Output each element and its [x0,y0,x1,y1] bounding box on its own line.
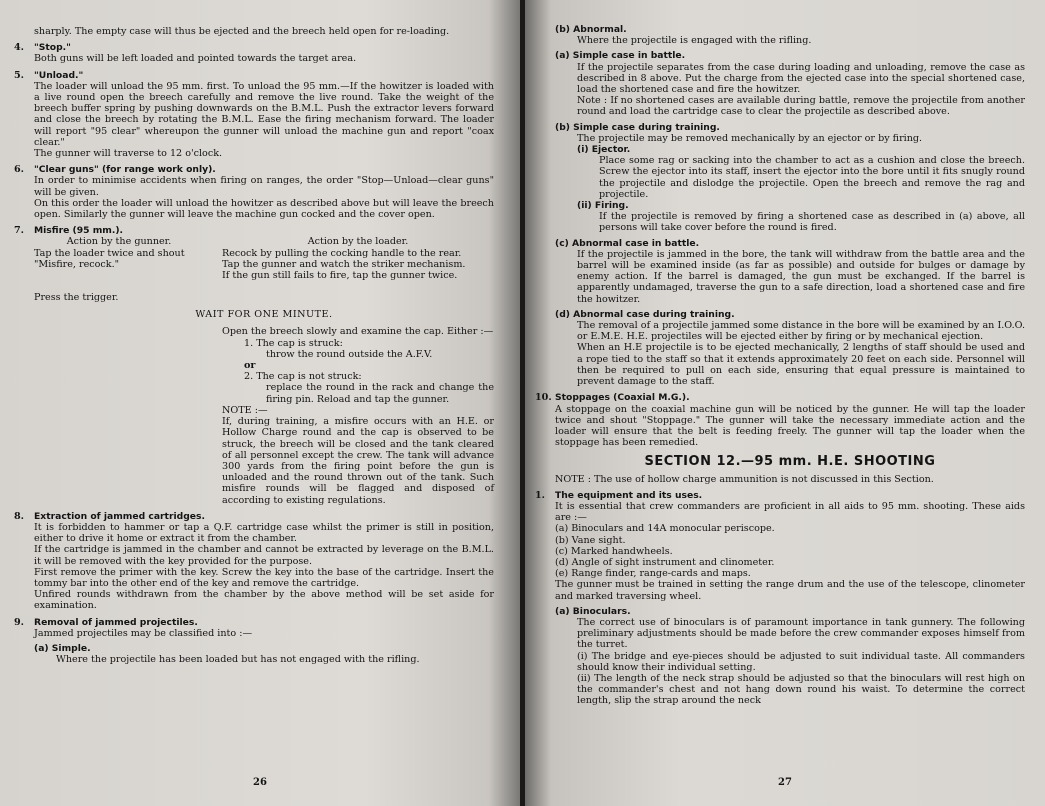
item-heading: "Unload." [34,69,84,81]
subheading: (a) Simple case in battle. [555,50,686,62]
item-text: The gunner must be trained in setting the range drum and the use of the telescope, clinometer and marked traversing wheel. [555,579,1025,602]
item-number: 10. [535,392,552,404]
item-9 [14,616,494,666]
case-2: 2. The cap is not struck: [244,371,362,383]
item-text: Jammed projectiles may be classified into :— [34,627,253,639]
subheading: (i) Ejector. [577,144,631,156]
sub-text: Place some rag or sacking into the chamber to act as a cushion and close the breech. Screw the ejector into its staff, insert the ejector into the bore until it fits snugly round the projectile and dislodge the projectile. Open the breech and remove the rag and projectile. [599,155,1025,200]
gunner-action: Press the trigger. [34,292,119,304]
item-text: Both guns will be left loaded and pointed towards the target area. [34,53,357,65]
item-number: 4. [14,42,25,54]
subheading: (c) Abnormal case in battle. [555,237,700,249]
item-number: 1. [535,489,546,501]
item-text: First remove the primer with the key. Screw the key into the base of the cartridge. Insert the tommy bar into the other end of the key and remove the cartridge. [34,566,494,589]
sub-text: (i) The bridge and eye-pieces should be adjusted to suit individual taste. All commanders should know their individual setting. [577,650,1025,673]
item-7 [14,225,494,506]
item-text: A stoppage on the coaxial machine gun will be noticed by the gunner. He will tap the loader twice and shout "Stoppage." The gunner will take the necessary immediate action and the loader will ensure that the belt is feeding freely. The gunner will tap the loader when the stoppage has been remedied. [555,403,1025,449]
aid-item: (e) Range finder, range-cards and maps. [555,568,751,580]
item-10 [535,392,1025,449]
sub-text: The removal of a projectile jammed some distance in the bore will be examined by an I.O.O. or E.M.E. H.E. projectiles will be ejected either by firing or by mechanical ejection. [577,320,1025,343]
item-heading: Misfire (95 mm.). [34,225,124,237]
note-text: Note : If no shortened cases are available during battle, remove the projectile from another round and load the cartridge case to clear the projectile as described above. [577,95,1025,118]
item-number: 7. [14,225,25,237]
misfire-continuation [34,326,494,505]
item-number: 6. [14,164,25,176]
item-text: It is essential that crew commanders are proficient in all aids to 95 mm. shooting. These aids are :— [555,500,1025,524]
section-note: NOTE : The use of hollow charge ammunition is not discussed in this Section. [555,473,934,485]
right-page [525,0,1045,806]
item-text: Unfired rounds withdrawn from the chamber by the above method will be set aside for examination. [34,589,494,612]
aid-item: (d) Angle of sight instrument and clinometer. [555,556,775,568]
gunner-column-title: Action by the gunner. [66,236,172,248]
aid-item: (b) Vane sight. [555,534,626,546]
item-heading: Extraction of jammed cartridges. [34,510,205,522]
subheading: (b) Abnormal. [555,24,627,35]
sub-text: If the projectile is jammed in the bore, the tank will withdraw from the battle area and the barrel will be examined inside (as far as possible) and outside for bulges or damage by enemy action. If the barrel is damaged, the gun must be exchanged. If the barrel is apparently undamaged, traverse the gun to a safe direction, load a shortened case and fire the howitzer. [577,248,1025,305]
item-4 [14,42,494,65]
sub-text: Where the projectile has been loaded but has not engaged with the rifling. [56,654,420,666]
item-number: 5. [14,69,25,81]
sub-text: Where the projectile is engaged with the rifling. [577,35,812,47]
item-text: In order to minimise accidents when firing on ranges, the order "Stop—Unload—clear guns" will be given. [34,175,494,198]
item-text: The loader will unload the 95 mm. first. To unload the 95 mm.—If the howitzer is loaded with a live round open the breech carefully and remove the live round. Take the weight of the breech buffer spring by pushing downwards on the B.M.L. Push the extractor levers forward and close the breech by rotating the B.M.L. Ease the firing mechanism forward. The loader will report "95 clear" whereupon the gunner will unload the machine gun and report "coax clear." [34,80,494,148]
left-page [0,0,520,806]
case-1-action: throw the round outside the A.F.V. [266,348,433,360]
case-2-action: replace the round in the rack and change the firing pin. Reload and tap the gunner. [266,382,494,405]
loader-action: Open the breech slowly and examine the cap. Either :— [222,326,494,338]
sub-text: When an H.E projectile is to be ejected mechanically, 2 lengths of staff should be used and a rope tied to the staff so that it extends approximately 20 feet on each side. Personnel will then be required to pull on each side, ensuring that equal pressure is maintained to prevent damage to the staff. [577,342,1025,388]
loader-column-title: Action by the loader. [307,236,409,248]
case-1: 1. The cap is struck: [244,337,343,349]
aid-item: (c) Marked handwheels. [555,545,673,557]
gunner-action: Tap the loader twice and shout "Misfire, recock." [34,247,185,270]
page-number: 26 [253,776,267,788]
subheading: (a) Binoculars. [555,605,631,617]
or-label: or [244,360,256,372]
subheading: (d) Abnormal case during training. [555,308,735,320]
note-label: NOTE :— [222,404,268,416]
page-number: 27 [778,776,792,788]
sub-text: If the projectile separates from the case during loading and unloading, remove the case as described in 8 above. Put the charge from the ejected case into the special shortened case, load the shortened case and fire the howitzer. [577,61,1025,96]
item-6 [14,164,494,221]
item-text: It is forbidden to hammer or tap a Q.F. cartridge case whilst the primer is still in position, either to drive it home or extract it from the chamber. [34,521,494,545]
loader-column [222,236,494,303]
loader-action: Recock by pulling the cocking handle to the rear. [222,247,462,259]
item-5 [14,69,494,160]
subheading: (b) Simple case during training. [555,121,720,133]
item-text: The gunner will traverse to 12 o'clock. [34,148,223,160]
aid-item: (a) Binoculars and 14A monocular periscope. [555,523,775,535]
intro-paragraph: sharply. The empty case will thus be ejected and the breech held open for re-loading. [34,26,450,37]
loader-action: Tap the gunner and watch the striker mechanism. [222,258,466,270]
sub-text: The correct use of binoculars is of paramount importance in tank gunnery. The following preliminary adjustments should be made before the crew commander exposes himself from the turret. [577,616,1025,651]
item-heading: Stoppages (Coaxial M.G.). [555,392,690,404]
item-text: If the cartridge is jammed in the chamber and cannot be extracted by leverage on the B.M.L. it will be removed with the key provided for the purpose. [34,544,494,567]
gunner-column [34,236,204,303]
sub-text: (ii) The length of the neck strap should be adjusted so that the binoculars will rest high on the commander's chest and not hang down round his waist. To determine the correct length, slip the strap around the neck [577,672,1025,707]
item-heading: Removal of jammed projectiles. [34,616,198,628]
subheading: (ii) Firing. [577,200,629,212]
wait-instruction: WAIT FOR ONE MINUTE. [195,309,333,321]
section-item-1 [535,489,1025,707]
item-heading: "Stop." [34,42,71,54]
subheading: (a) Simple. [34,642,91,654]
section-title: SECTION 12.—95 mm. H.E. SHOOTING [644,454,936,470]
item-number: 8. [14,510,25,522]
item-text: On this order the loader will unload the howitzer as described above but will leave the breech open. Similarly the gunner will leave the machine gun cocked and the cover open. [34,197,494,221]
item-8 [14,510,494,612]
note-text: If, during training, a misfire occurs with an H.E. or Hollow Charge round and the cap is observed to be struck, the breech will be closed and the tank cleared of all personnel except the crew. The tank will advance 300 yards from the firing point before the gun is unloaded and the round thrown out of the tank. Such misfire rounds will be flagged and disposed of according to existing regulations. [222,416,494,506]
loader-action: If the gun still fails to fire, tap the gunner twice. [222,270,458,282]
sub-text: The projectile may be removed mechanically by an ejector or by firing. [577,132,923,144]
item-heading: "Clear guns" (for range work only). [34,164,216,176]
item-heading: The equipment and its uses. [555,489,703,501]
misfire-columns [34,236,494,303]
sub-text: If the projectile is removed by firing a shortened case as described in (a) above, all persons will take cover before the round is fired. [599,211,1025,234]
item-number: 9. [14,616,25,628]
